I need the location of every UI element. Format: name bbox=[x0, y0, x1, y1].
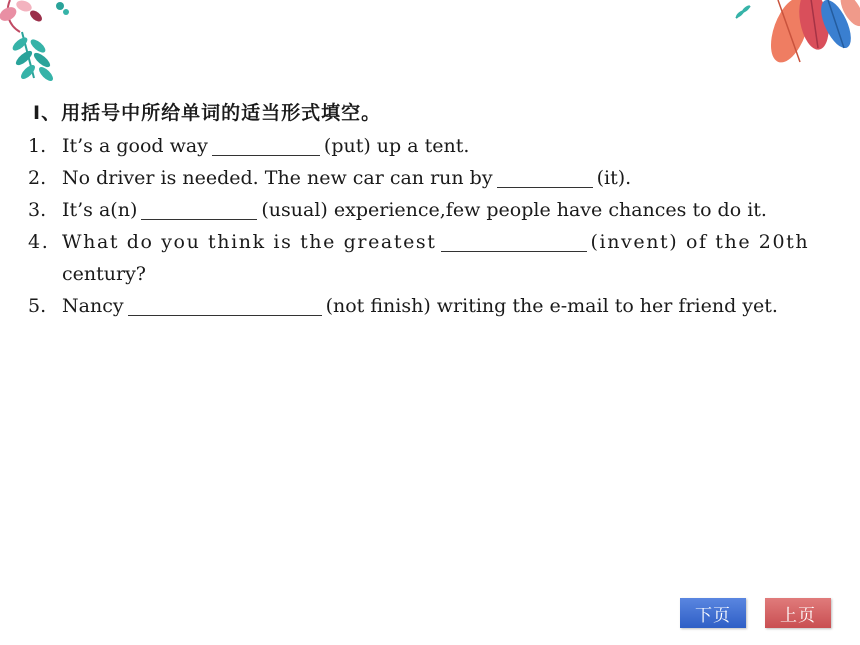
feather-leaves-icon bbox=[730, 0, 860, 70]
question-text-after: (it). bbox=[596, 167, 632, 189]
question-text-after: (not finish) writing the e-mail to her friend yet. bbox=[325, 295, 778, 317]
section-heading: Ⅰ、用括号中所给单词的适当形式填空。 bbox=[33, 102, 382, 124]
question-text-after: (put) up a tent. bbox=[323, 135, 470, 157]
question-text-before: No driver is needed. The new car can run by bbox=[62, 167, 493, 189]
answer-blank[interactable] bbox=[128, 293, 322, 316]
answer-blank[interactable] bbox=[441, 229, 587, 252]
previous-page-button[interactable]: 上页 bbox=[765, 598, 831, 628]
answer-blank[interactable] bbox=[141, 197, 257, 220]
question-number: 2. bbox=[28, 167, 47, 189]
question-text-before: It’s a good way bbox=[62, 135, 208, 157]
question-3 bbox=[28, 194, 828, 226]
question-number: 1. bbox=[28, 135, 47, 157]
next-page-button[interactable]: 下页 bbox=[680, 598, 746, 628]
question-1 bbox=[28, 130, 828, 162]
question-text-before: Nancy bbox=[62, 295, 124, 317]
question-4 bbox=[28, 226, 828, 290]
question-2 bbox=[28, 162, 828, 194]
answer-blank[interactable] bbox=[497, 165, 593, 188]
question-text-before: What do you think is the greatest bbox=[62, 231, 437, 253]
question-number: 4. bbox=[28, 231, 50, 253]
question-text-before: It’s a(n) bbox=[62, 199, 138, 221]
question-text-after: (usual) experience,few people have chances to do it. bbox=[261, 199, 767, 221]
question-number: 3. bbox=[28, 199, 47, 221]
question-text-continued: century? bbox=[62, 263, 146, 285]
question-number: 5. bbox=[28, 295, 47, 317]
answer-blank[interactable] bbox=[212, 133, 320, 156]
question-5 bbox=[28, 290, 828, 322]
question-text-after: (invent) of the 20th bbox=[590, 231, 810, 253]
leaf-spray-icon bbox=[0, 0, 90, 95]
